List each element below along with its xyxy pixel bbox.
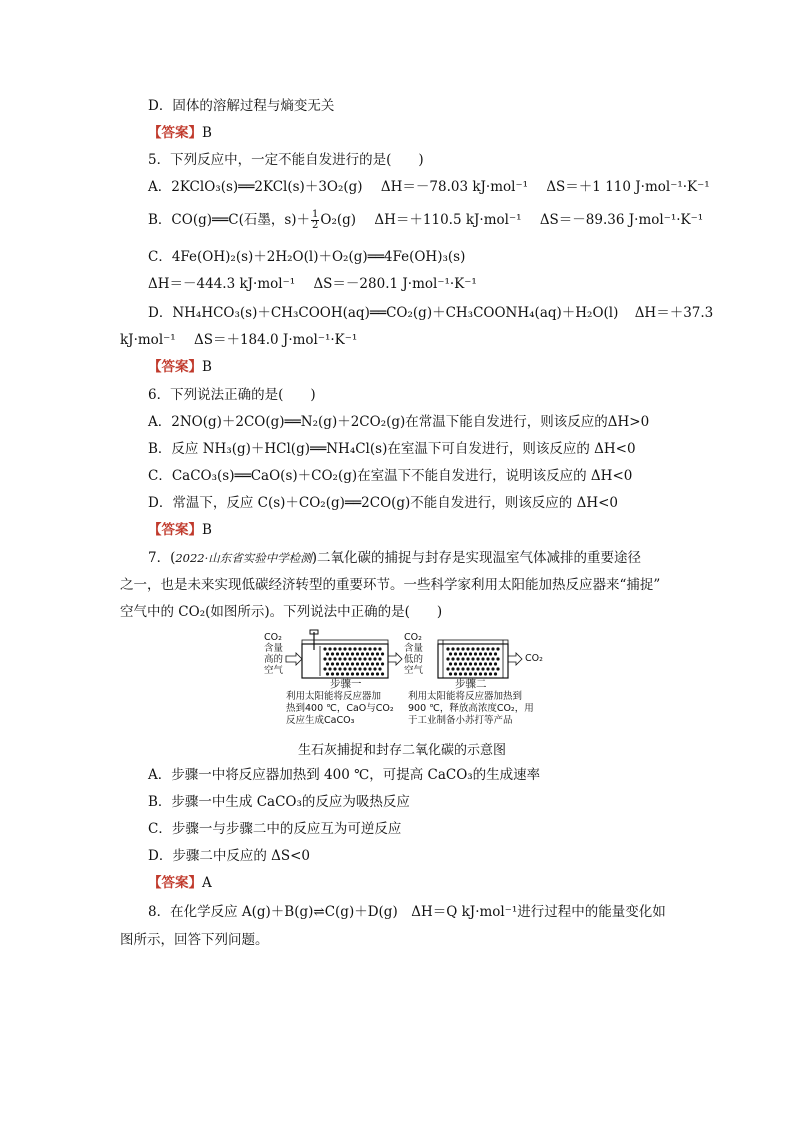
q5-b-equation: B．CO(g)══C(石墨，s)＋	[148, 212, 311, 228]
in-label-2: 含量	[264, 643, 284, 654]
particle-dot	[323, 667, 326, 670]
out-label-3: 低的	[404, 654, 424, 665]
particle-dot	[368, 647, 371, 650]
particle-dot	[348, 657, 351, 660]
particle-dot	[481, 657, 484, 660]
q7-option-a: A．步骤一中将反应器加热到 400 ℃，可提高 CaCO₃的生成速率	[148, 767, 541, 783]
particle-dot	[484, 652, 487, 655]
particle-dot	[494, 652, 497, 655]
q5-option-c: C．4Fe(OH)₂(s)＋2H₂O(l)＋O₂(g)══4Fe(OH)₃(s)	[148, 249, 466, 265]
particle-dot	[328, 667, 331, 670]
answer-value: B	[202, 359, 212, 375]
particle-dot	[338, 667, 341, 670]
particle-dot	[323, 657, 326, 660]
particle-dot	[328, 657, 331, 660]
particle-dot	[331, 652, 334, 655]
particle-dot	[378, 647, 381, 650]
particle-dot	[373, 647, 376, 650]
q5-c-ds: ΔS＝－280.1 J·mol⁻¹·K⁻¹	[313, 276, 477, 292]
particle-dot	[351, 652, 354, 655]
q6-option-c: C．CaCO₃(s)══CaO(s)＋CO₂(g)在室温下不能自发进行，说明该反应的 ΔH<0	[148, 468, 633, 484]
q7-stem-line2: 之一，也是未来实现低碳经济转型的重要环节。一些科学家利用太阳能加热反应器来“捕捉”	[120, 577, 661, 593]
caco3-particles	[446, 647, 499, 675]
q5-option-a	[148, 178, 710, 196]
particle-dot	[336, 662, 339, 665]
q5-option-b	[148, 210, 703, 231]
particle-dot	[346, 662, 349, 665]
q4-answer	[148, 124, 212, 142]
particle-dot	[491, 647, 494, 650]
q6-option-b: B．反应 NH₃(g)＋HCl(g)══NH₄Cl(s)在室温下可自发进行，则该反应的 ΔH<0	[148, 441, 636, 457]
particle-dot	[331, 662, 334, 665]
particle-dot	[461, 647, 464, 650]
particle-dot	[363, 667, 366, 670]
figure-caption: 生石灰捕捉和封存二氧化碳的示意图	[298, 743, 507, 758]
particle-dot	[481, 647, 484, 650]
particle-dot	[343, 647, 346, 650]
particle-dot	[479, 652, 482, 655]
particle-dot	[343, 657, 346, 660]
particle-dot	[373, 657, 376, 660]
particle-dot	[346, 652, 349, 655]
particle-dot	[464, 652, 467, 655]
particle-dot	[464, 662, 467, 665]
particle-dot	[456, 667, 459, 670]
particle-dot	[366, 672, 369, 675]
arrow-co2-out	[508, 653, 522, 665]
particle-dot	[353, 647, 356, 650]
particle-dot	[338, 647, 341, 650]
particle-dot	[474, 662, 477, 665]
particle-dot	[356, 672, 359, 675]
q5-d-equation: D．NH₄HCO₃(s)＋CH₃COOH(aq)══CO₂(g)＋CH₃COONH₄(aq)＋H₂O(l)	[148, 305, 619, 321]
q6-option-d: D．常温下，反应 C(s)＋CO₂(g)══2CO(g)不能自发进行，则该反应的 ΔH<0	[148, 495, 619, 511]
particle-dot	[454, 652, 457, 655]
q7-number: 7．(	[148, 550, 176, 566]
particle-dot	[474, 652, 477, 655]
arrow-out	[388, 653, 402, 665]
particle-dot	[333, 647, 336, 650]
q7-option-b: B．步骤一中生成 CaCO₃的反应为吸热反应	[148, 794, 410, 810]
out-label-4: 空气	[404, 665, 424, 676]
particle-dot	[469, 662, 472, 665]
particle-dot	[346, 672, 349, 675]
particle-dot	[461, 657, 464, 660]
co2-capture-figure	[262, 628, 557, 736]
q6-option-a: A．2NO(g)＋2CO(g)══N₂(g)＋2CO₂(g)在常温下能自发进行，则该反应的ΔH>0	[148, 414, 650, 430]
answer-tag: 【答案】	[148, 875, 202, 891]
particle-dot	[336, 652, 339, 655]
particle-dot	[451, 647, 454, 650]
particle-dot	[351, 672, 354, 675]
particle-dot	[323, 647, 326, 650]
particle-dot	[376, 652, 379, 655]
particle-dot	[351, 662, 354, 665]
out-label-2: 含量	[404, 643, 424, 654]
particle-dot	[381, 662, 384, 665]
particle-dot	[366, 652, 369, 655]
particle-dot	[496, 667, 499, 670]
particle-dot	[476, 647, 479, 650]
particle-dot	[456, 647, 459, 650]
particle-dot	[466, 657, 469, 660]
fraction-numerator: 1	[312, 209, 319, 220]
particle-dot	[474, 672, 477, 675]
q5-b-fraction	[311, 210, 319, 231]
particle-dot	[333, 657, 336, 660]
step1-desc-2: 热到400 ℃，CaO与CO₂	[286, 703, 394, 714]
particle-dot	[459, 662, 462, 665]
step2-desc-1: 利用太阳能将反应器加热到	[408, 691, 523, 702]
particle-dot	[328, 647, 331, 650]
q5-d-dh: ΔH＝＋37.3	[634, 305, 714, 321]
particle-dot	[479, 672, 482, 675]
particle-dot	[376, 662, 379, 665]
particle-dot	[348, 647, 351, 650]
particle-dot	[481, 667, 484, 670]
particle-dot	[471, 647, 474, 650]
q7-option-c: C．步骤一与步骤二中的反应互为可逆反应	[148, 821, 402, 837]
particle-dot	[371, 652, 374, 655]
particle-dot	[356, 662, 359, 665]
particle-dot	[456, 657, 459, 660]
particle-dot	[476, 657, 479, 660]
particle-dot	[479, 662, 482, 665]
out-label-1: CO₂	[404, 632, 422, 643]
particle-dot	[371, 662, 374, 665]
particle-dot	[486, 667, 489, 670]
q6-stem: 6．下列说法正确的是( )	[148, 387, 316, 403]
particle-dot	[353, 657, 356, 660]
particle-dot	[356, 652, 359, 655]
particle-dot	[469, 652, 472, 655]
step2-desc-3: 于工业制备小苏打等产品	[408, 715, 513, 726]
q5-option-d	[148, 304, 713, 322]
particle-dot	[454, 672, 457, 675]
particle-dot	[486, 647, 489, 650]
particle-dot	[449, 672, 452, 675]
particle-dot	[476, 667, 479, 670]
step1-desc-3: 反应生成CaCO₃	[286, 715, 355, 726]
particle-dot	[333, 667, 336, 670]
particle-dot	[368, 657, 371, 660]
q5-b-ds: ΔS＝－89.36 J·mol⁻¹·K⁻¹	[539, 212, 704, 228]
particle-dot	[446, 667, 449, 670]
particle-dot	[496, 657, 499, 660]
particle-dot	[336, 672, 339, 675]
in-label-3: 高的	[264, 654, 284, 665]
answer-tag: 【答案】	[148, 125, 202, 141]
particle-dot	[358, 657, 361, 660]
particle-dot	[451, 657, 454, 660]
q5-a-equation: A．2KClO₃(s)══2KCl(s)＋3O₂(g)	[148, 179, 363, 195]
particle-dot	[449, 652, 452, 655]
particle-dot	[471, 667, 474, 670]
particle-dot	[461, 667, 464, 670]
particle-dot	[496, 647, 499, 650]
answer-value: B	[202, 125, 212, 141]
particle-dot	[366, 662, 369, 665]
particle-dot	[368, 667, 371, 670]
particle-dot	[373, 667, 376, 670]
in-label-1: CO₂	[264, 632, 282, 643]
particle-dot	[341, 652, 344, 655]
particle-dot	[451, 667, 454, 670]
q7-source: 2022·山东省实验中学检测	[175, 551, 312, 565]
q5-option-c-values	[148, 275, 477, 293]
q5-b-dh: ΔH＝＋110.5 kJ·mol⁻¹	[374, 212, 522, 228]
q7-stem-text: )二氧化碳的捕捉与封存是实现温室气体减排的重要途径	[311, 550, 642, 566]
particle-dot	[466, 647, 469, 650]
answer-value: A	[202, 875, 212, 891]
particle-dot	[331, 672, 334, 675]
particle-dot	[326, 662, 329, 665]
particle-dot	[341, 672, 344, 675]
particle-dot	[446, 657, 449, 660]
q5-a-dh: ΔH＝－78.03 kJ·mol⁻¹	[380, 179, 529, 195]
fraction-denominator: 2	[312, 220, 319, 231]
particle-dot	[484, 672, 487, 675]
q5-d-dh-unit: kJ·mol⁻¹	[120, 332, 176, 348]
particle-dot	[381, 672, 384, 675]
step1-title: 步骤一	[330, 678, 362, 690]
particle-dot	[361, 662, 364, 665]
particle-dot	[378, 667, 381, 670]
particle-dot	[459, 672, 462, 675]
particle-dot	[469, 672, 472, 675]
q8-stem-line1: 8．在化学反应 A(g)＋B(g)⇌C(g)＋D(g) ΔH＝Q kJ·mol⁻¹进行过程中的能量变化如	[148, 904, 666, 920]
q5-a-ds: ΔS＝＋1 110 J·mol⁻¹·K⁻¹	[546, 179, 710, 195]
particle-dot	[446, 647, 449, 650]
particle-dot	[449, 662, 452, 665]
q4-option-d: D．固体的溶解过程与熵变无关	[148, 98, 335, 114]
particle-dot	[348, 667, 351, 670]
particle-dot	[341, 662, 344, 665]
particle-dot	[491, 657, 494, 660]
q7-stem-line3: 空气中的 CO₂(如图所示)。下列说法中正确的是( )	[120, 604, 443, 620]
q7-answer	[148, 874, 212, 892]
q5-stem: 5．下列反应中，一定不能自发进行的是( )	[148, 152, 424, 168]
q5-c-dh: ΔH＝－444.3 kJ·mol⁻¹	[148, 276, 296, 292]
particle-dot	[466, 667, 469, 670]
particle-dot	[381, 652, 384, 655]
particle-dot	[358, 667, 361, 670]
particle-dot	[459, 652, 462, 655]
q5-b-equation-tail: O₂(g)	[320, 212, 357, 228]
particle-dot	[363, 647, 366, 650]
particle-dot	[353, 667, 356, 670]
particle-dot	[464, 672, 467, 675]
co2-out-label: CO₂	[525, 653, 543, 664]
particle-dot	[489, 652, 492, 655]
step2-title: 步骤二	[455, 678, 487, 690]
particle-dot	[361, 672, 364, 675]
particle-dot	[491, 667, 494, 670]
q8-stem-line2: 图所示，回答下列问题。	[120, 932, 269, 948]
particle-dot	[376, 672, 379, 675]
particle-dot	[454, 662, 457, 665]
arrow-in	[286, 653, 302, 665]
particle-dot	[326, 652, 329, 655]
q5-answer	[148, 358, 212, 376]
particle-dot	[363, 657, 366, 660]
particle-dot	[378, 657, 381, 660]
particle-dot	[484, 662, 487, 665]
q6-answer	[148, 521, 212, 539]
particle-dot	[471, 657, 474, 660]
step2-desc-2: 900 ℃，释放高浓度CO₂，用	[408, 703, 534, 714]
particle-dot	[338, 657, 341, 660]
in-label-4: 空气	[264, 665, 284, 676]
particle-dot	[486, 657, 489, 660]
particle-dot	[494, 662, 497, 665]
particle-dot	[358, 647, 361, 650]
q5-option-d-cont	[120, 331, 357, 349]
step1-desc-1: 利用太阳能将反应器加	[286, 691, 382, 702]
answer-tag: 【答案】	[148, 522, 202, 538]
q7-option-d: D．步骤二中反应的 ΔS<0	[148, 848, 311, 864]
particle-dot	[361, 652, 364, 655]
particle-dot	[494, 672, 497, 675]
particle-dot	[489, 672, 492, 675]
particle-dot	[326, 672, 329, 675]
answer-tag: 【答案】	[148, 359, 202, 375]
particle-dot	[489, 662, 492, 665]
cao-particles	[323, 647, 384, 675]
q5-d-ds: ΔS＝＋184.0 J·mol⁻¹·K⁻¹	[193, 332, 358, 348]
answer-value: B	[202, 522, 212, 538]
q7-stem-line1	[148, 549, 641, 567]
particle-dot	[371, 672, 374, 675]
particle-dot	[343, 667, 346, 670]
